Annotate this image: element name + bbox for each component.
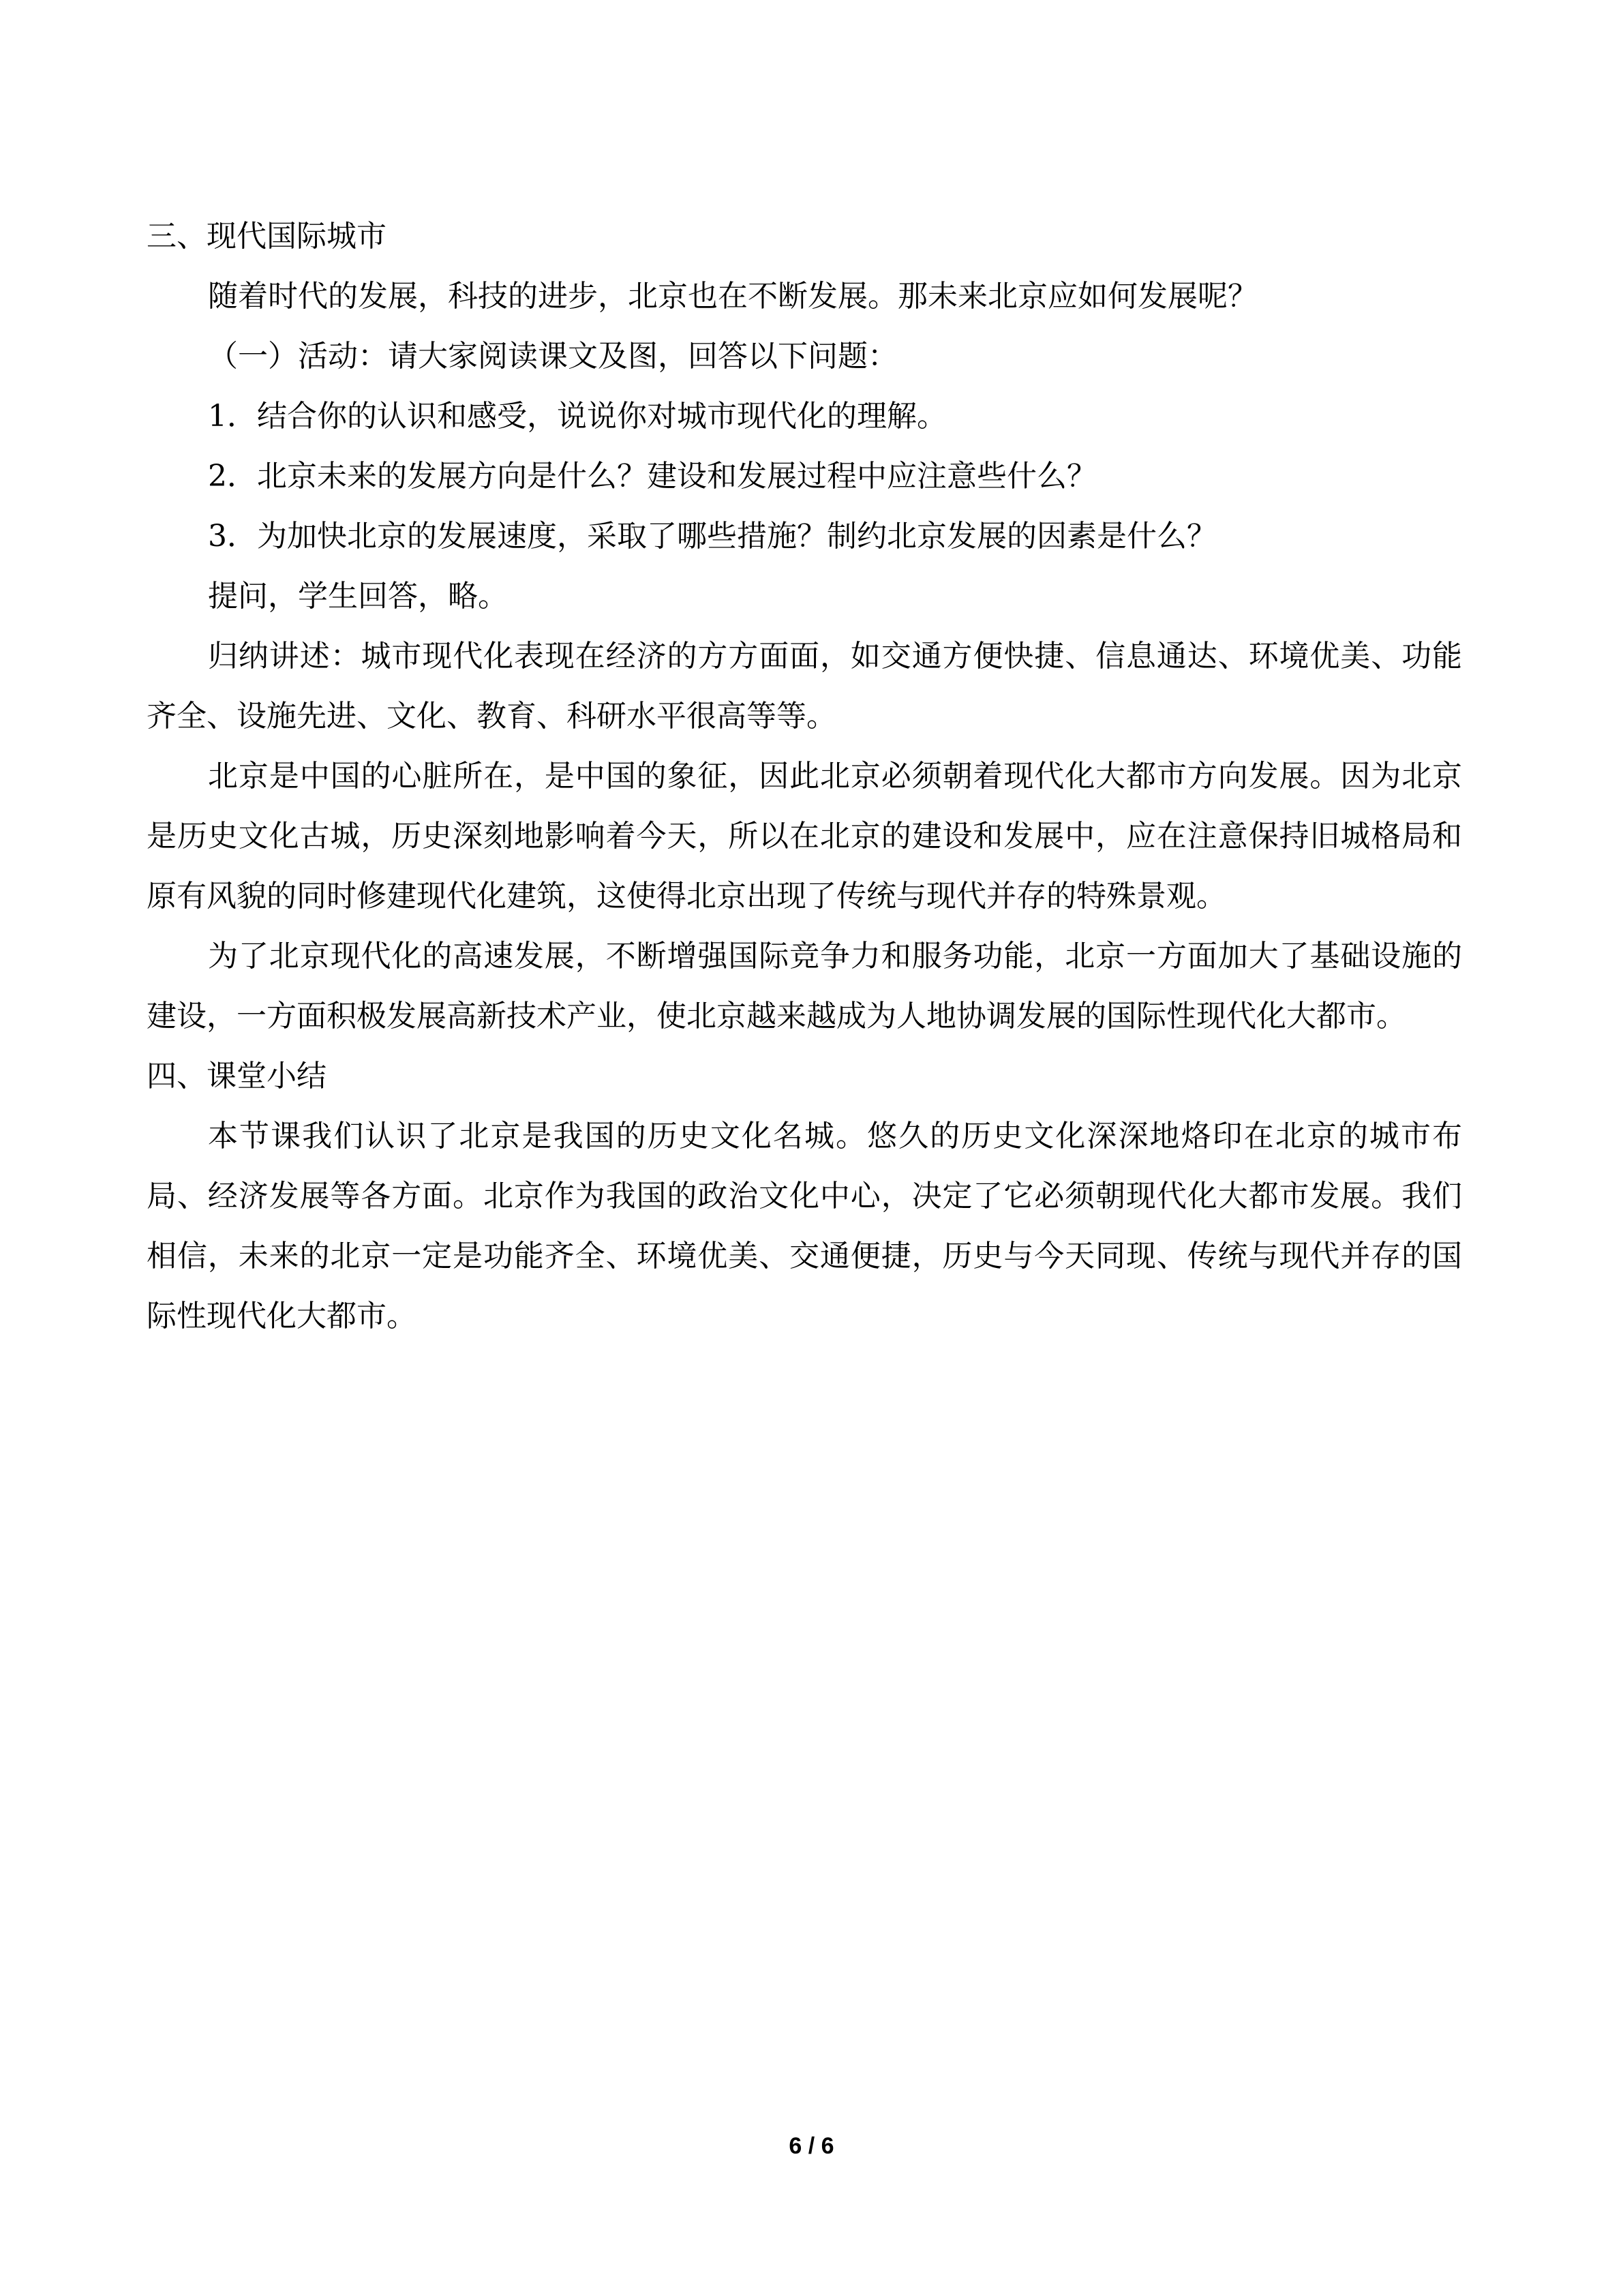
summary-paragraph-3: 为了北京现代化的高速发展，不断增强国际竞争力和服务功能，北京一方面加大了基础设施的建设，一方面积极发展高新技术产业，使北京越来越成为人地协调发展的国际性现代化大都市。 <box>147 939 1462 1033</box>
answer-note: 提问，学生回答，略。 <box>208 579 508 614</box>
question-2: 2．北京未来的发展方向是什么？建设和发展过程中应注意些什么？ <box>208 459 1097 494</box>
document-body <box>147 207 1462 1346</box>
summary-paragraph-2: 北京是中国的心脏所在，是中国的象征，因此北京必须朝着现代化大都市方向发展。因为北京是历史文化古城，历史深刻地影响着今天，所以在北京的建设和发展中，应在注意保持旧城格局和原有风貌的同时修建现代化建筑，这使得北京出现了传统与现代并存的特殊景观。 <box>147 759 1462 913</box>
summary-paragraph-1: 归纳讲述：城市现代化表现在经济的方方面面，如交通方便快捷、信息通达、环境优美、功能齐全、设施先进、文化、教育、科研水平很高等等。 <box>147 639 1462 734</box>
section-heading-3: 三、现代国际城市 <box>147 219 386 254</box>
question-3: 3．为加快北京的发展速度，采取了哪些措施？制约北京发展的因素是什么？ <box>208 519 1217 554</box>
question-1: 1．结合你的认识和感受，说说你对城市现代化的理解。 <box>208 399 947 434</box>
section-3-intro: 随着时代的发展，科技的进步，北京也在不断发展。那未来北京应如何发展呢？ <box>208 279 1258 314</box>
page-number: 6 / 6 <box>789 2133 834 2159</box>
section-heading-4: 四、课堂小结 <box>147 1059 327 1093</box>
activity-heading: （一）活动：请大家阅读课文及图，回答以下问题： <box>208 339 898 374</box>
class-summary-paragraph: 本节课我们认识了北京是我国的历史文化名城。悠久的历史文化深深地烙印在北京的城市布局、经济发展等各方面。北京作为我国的政治文化中心，决定了它必须朝现代化大都市发展。我们相信，未来的北京一定是功能齐全、环境优美、交通便捷，历史与今天同现、传统与现代并存的国际性现代化大都市。 <box>147 1119 1462 1333</box>
